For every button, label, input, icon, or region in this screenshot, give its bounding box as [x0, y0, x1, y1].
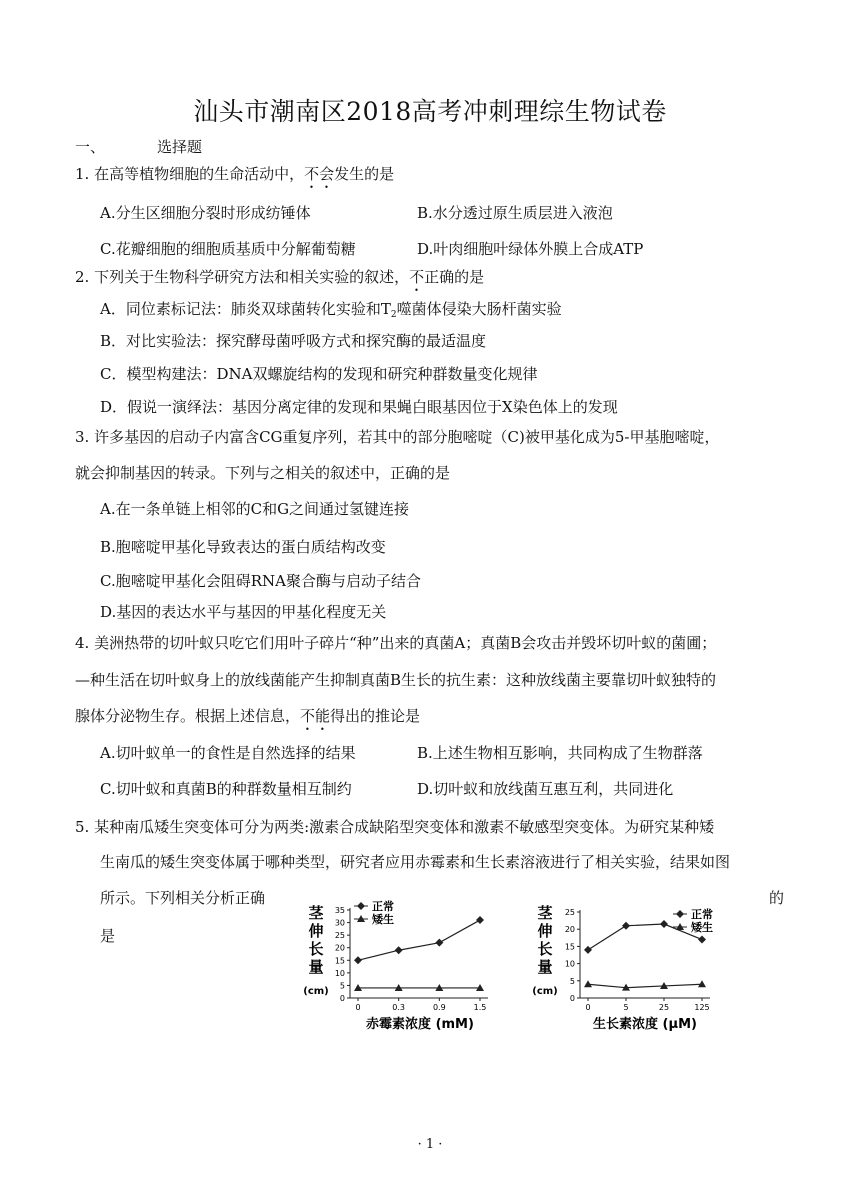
aux-y-tick-label: 15 [564, 942, 575, 952]
q2-stem-text: 2. 下列关于生物科学研究方法和相关实验的叙述， [75, 268, 410, 286]
aux-point-triangle [584, 980, 592, 987]
q2-option-d: D．假说一演绎法：基因分离定律的发现和果蝇白眼基因位于X染色体上的发现 [100, 398, 618, 416]
gib-legend-label: 矮生 [372, 913, 394, 926]
aux-ylabel-char: 茎 [537, 904, 553, 922]
gib-x-tick-label: 1.5 [473, 1003, 487, 1012]
aux-point-diamond [622, 922, 630, 930]
gib-ylabel-unit: (cm) [303, 986, 329, 997]
q5-stem-line3: 所示。下列相关分析正确 [100, 889, 266, 907]
gib-y-tick-label: 35 [334, 906, 345, 915]
aux-y-tick-label: 25 [564, 908, 575, 917]
gib-point-diamond [476, 916, 484, 924]
q3-option-a: A.在一条单链上相邻的C和G之间通过氢键连接 [100, 500, 410, 518]
aux-x-tick-label: 0 [585, 1003, 591, 1012]
q2-emphasis: 不 [409, 268, 425, 286]
q4-option-b: B.上述生物相互影响，共同构成了生物群落 [417, 744, 703, 762]
q2-option-b: B．对比实验法：探究酵母菌呼吸方式和探究酶的最适温度 [100, 332, 487, 350]
auxin-chart [525, 898, 735, 1038]
gib-x-tick-label: 0.3 [392, 1003, 406, 1012]
page-number: · 1 · [417, 1137, 443, 1152]
q1-stem-text: 1. 在高等植物细胞的生命活动中， [75, 165, 305, 183]
q4-emphasis: 不能 [300, 707, 331, 725]
gib-series-line-0 [358, 920, 480, 960]
q1-emphasis: 不会 [304, 165, 335, 183]
q2-stem-text-end: 正确的是 [424, 268, 485, 286]
aux-y-tick-label: 20 [564, 925, 575, 935]
gib-x-tick-label: 0.9 [432, 1003, 446, 1012]
q1-option-a: A.分生区细胞分裂时形成纺锤体 [100, 204, 311, 222]
aux-series-line-1 [588, 984, 702, 987]
q2-option-a-text: A．同位素标记法：肺炎双球菌转化实验和T [100, 300, 391, 318]
section-number: 一、 [75, 138, 106, 156]
gib-legend-label: 正常 [372, 900, 394, 913]
q2-option-c: C．模型构建法：DNA双螺旋结构的发现和研究种群数量变化规律 [100, 365, 538, 383]
q3-option-c: C.胞嘧啶甲基化会阻碍RNA聚合酶与启动子结合 [100, 572, 421, 590]
q5-stem-line1: 5. 某种南瓜矮生突变体可分为两类:激素合成缺陷型突变体和激素不敏感型突变体。为研究某种矮 [75, 818, 715, 836]
q3-stem-line1: 3. 许多基因的启动子内富含CG重复序列，若其中的部分胞嘧啶（C)被甲基化成为5-甲基胞嘧啶， [75, 428, 720, 446]
section-heading [75, 137, 202, 157]
aux-xlabel: 生长素浓度 (μM) [593, 1017, 697, 1032]
gib-point-diamond [395, 946, 403, 954]
q2-option-a-subscript: 2 [390, 310, 397, 320]
gib-y-tick-label: 15 [334, 956, 345, 966]
aux-x-tick-label: 25 [658, 1003, 670, 1012]
q2-option-a-text-end: 噬菌体侵染大肠杆菌实验 [396, 300, 562, 318]
q1-option-c: C.花瓣细胞的细胞质基质中分解葡萄糖 [100, 240, 356, 258]
aux-x-tick-label: 5 [623, 1003, 629, 1012]
aux-legend-label: 正常 [691, 908, 713, 921]
gib-y-tick-label: 25 [334, 931, 345, 941]
q1-stem [75, 164, 394, 192]
gib-ylabel-char: 伸 [308, 922, 324, 940]
aux-ylabel-char: 量 [537, 958, 553, 976]
gib-y-tick-label: 20 [334, 943, 345, 953]
gib-point-diamond [435, 939, 443, 947]
gib-ylabel-char: 量 [308, 958, 324, 976]
q1-option-d: D.叶肉细胞叶绿体外膜上合成ATP [417, 240, 644, 258]
q4-stem-line2: —种生活在切叶蚁身上的放线菌能产生抑制真菌B生长的抗生素：这种放线菌主要靠切叶蚁独特的 [75, 671, 717, 689]
q1-option-b: B.水分透过原生质层进入液泡 [417, 204, 613, 222]
q5-stem-line4: 是 [100, 927, 116, 945]
aux-ylabel-char: 伸 [537, 922, 553, 940]
q2-stem [75, 267, 484, 295]
q3-option-b: B.胞嘧啶甲基化导致表达的蛋白质结构改变 [100, 538, 386, 556]
gibberellin-chart [298, 898, 498, 1038]
q4-stem-line1: 4. 美洲热带的切叶蚁只吃它们用叶子碎片“种”出来的真菌A；真菌B会攻击并毁坏切叶蚁的菌圃； [75, 634, 717, 652]
gib-y-tick-label: 5 [339, 981, 345, 991]
q2-option-a [100, 299, 562, 325]
gib-y-tick-label: 30 [334, 918, 345, 928]
aux-point-diamond [660, 920, 668, 928]
q4-option-c: C.切叶蚁和真菌B的种群数量相互制约 [100, 780, 352, 798]
gib-xlabel: 赤霉素浓度 (mM) [366, 1017, 474, 1032]
aux-ylabel-unit: (cm) [532, 986, 558, 997]
q4-stem-text: 腺体分泌物生存。根据上述信息， [75, 707, 301, 725]
gib-ylabel-char: 茎 [308, 904, 324, 922]
aux-point-triangle [698, 980, 706, 987]
aux-y-tick-label: 5 [569, 976, 575, 986]
q4-stem-line3 [75, 706, 420, 734]
aux-point-diamond [698, 936, 706, 944]
page-title: 汕头市潮南区2018高考冲刺理综生物试卷 [193, 97, 667, 126]
gib-x-tick-label: 0 [355, 1003, 361, 1012]
section-label: 选择题 [157, 138, 203, 156]
aux-x-tick-label: 125 [694, 1003, 710, 1012]
aux-legend-label: 矮生 [691, 921, 713, 934]
aux-point-diamond [584, 946, 592, 954]
gib-y-tick-label: 10 [334, 968, 345, 978]
q3-stem-line2: 就会抑制基因的转录。下列与之相关的叙述中，正确的是 [75, 464, 451, 482]
aux-legend-diamond [676, 910, 684, 918]
aux-series-line-0 [588, 924, 702, 950]
q1-stem-text-end: 发生的是 [334, 165, 395, 183]
aux-y-tick-label: 10 [564, 959, 575, 969]
aux-y-tick-label: 0 [569, 994, 575, 1003]
q3-option-d: D.基因的表达水平与基因的甲基化程度无关 [100, 603, 387, 621]
gib-legend-diamond [357, 902, 365, 910]
gib-y-tick-label: 0 [339, 994, 345, 1003]
aux-ylabel-char: 长 [537, 940, 553, 958]
gib-ylabel-char: 长 [308, 940, 324, 958]
q4-option-a: A.切叶蚁单一的食性是自然选择的结果 [100, 744, 356, 762]
q4-option-d: D.切叶蚁和放线菌互惠互利，共同进化 [417, 780, 674, 798]
gib-point-diamond [354, 956, 362, 964]
q5-stem-line2: 生南瓜的矮生突变体属于哪种类型，研究者应用赤霉素和生长素溶液进行了相关实验，结果如图 [100, 853, 731, 871]
q5-stem-line3-end: 的 [769, 889, 785, 907]
q4-stem-text-end: 得出的推论是 [330, 707, 421, 725]
